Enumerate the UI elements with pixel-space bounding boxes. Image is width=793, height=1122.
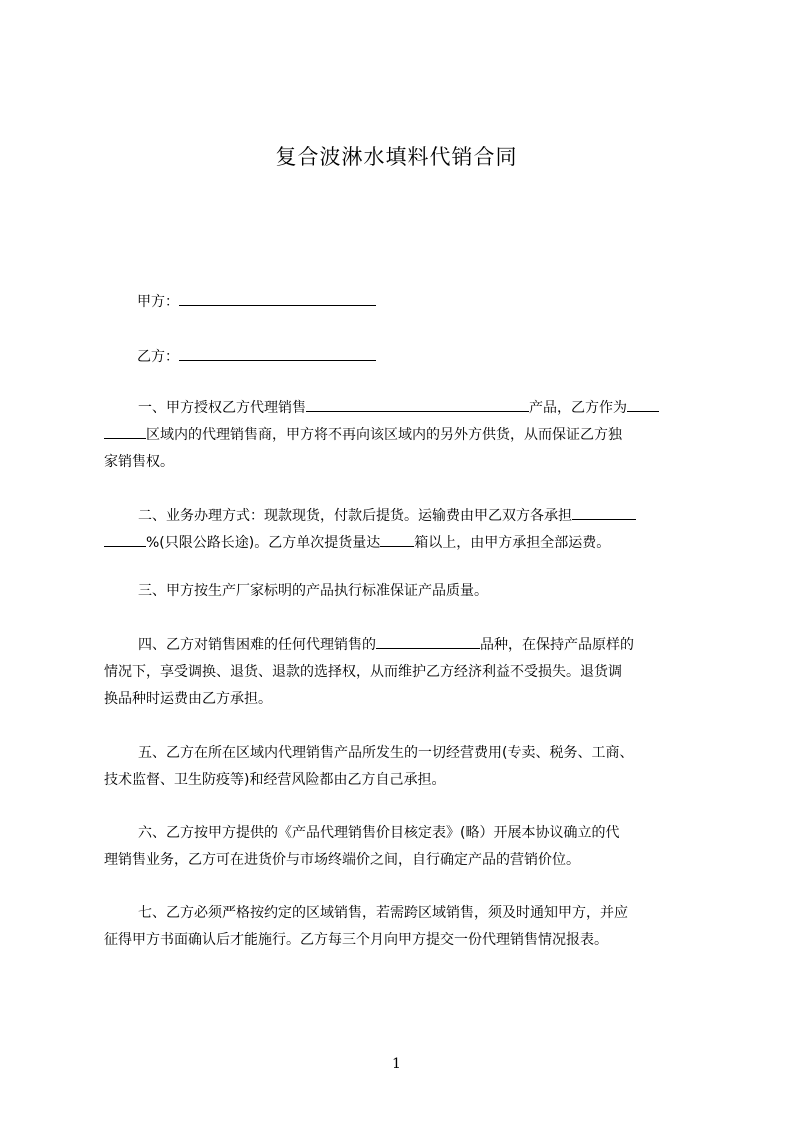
clause-6	[104, 820, 704, 874]
clause-2	[104, 503, 704, 557]
freight-share-blank-b[interactable]	[104, 532, 146, 547]
clause-1	[104, 395, 704, 476]
clause-5-line-1: 五、乙方在所在区域内代理销售产品所发生的一切经营费用(专卖、税务、工商、	[138, 745, 634, 761]
clause-5-line-2: 技术监督、卫生防疫等)和经营风险都由乙方自己承担。	[104, 772, 446, 788]
clause-7	[104, 900, 704, 954]
clause-6-line-2: 理销售业务，乙方可在进货价与市场终端价之间，自行确定产品的营销价位。	[104, 852, 580, 868]
clause-2-text-b: %(只限公路长途)。乙方单次提货量达	[146, 535, 381, 551]
party-a-blank[interactable]	[179, 291, 376, 306]
clause-1-line-2	[104, 422, 704, 449]
clause-2-text-a: 二、业务办理方式：现款现货，付款后提货。运输费由甲乙双方各承担	[138, 508, 572, 524]
freight-share-blank-a[interactable]	[572, 505, 636, 520]
clause-4-text-a: 四、乙方对销售困难的任何代理销售的	[138, 637, 376, 653]
clause-6-line-1: 六、乙方按甲方提供的《产品代理销售价目核定表》(略）开展本协议确立的代	[138, 825, 620, 841]
party-b-label: 乙方：	[137, 349, 179, 365]
clause-1-text-b: 产品，乙方作为	[529, 400, 627, 416]
party-a-line	[137, 291, 376, 312]
page-title: 复合波淋水填料代销合同	[275, 145, 518, 169]
clause-5	[104, 740, 704, 794]
box-quantity-blank[interactable]	[380, 532, 414, 547]
clause-1-text-c: 区域内的代理销售商，甲方将不再向该区域内的另外方供货，从而保证乙方独	[146, 427, 622, 443]
party-b-line	[137, 346, 376, 367]
party-b-blank[interactable]	[179, 346, 376, 361]
page-number: 1	[392, 1056, 401, 1072]
party-a-label: 甲方：	[137, 294, 179, 310]
clause-1-line-1	[104, 395, 704, 422]
clause-3	[104, 578, 704, 605]
region-blank-b[interactable]	[104, 424, 146, 439]
clause-4-line-1	[104, 632, 704, 659]
clause-1-line-3: 家销售权。	[104, 454, 174, 470]
clause-4-line-2: 情况下，享受调换、退货、退款的选择权，从而维护乙方经济利益不受损失。退货调	[104, 664, 622, 680]
region-blank-a[interactable]	[627, 397, 659, 412]
variety-blank[interactable]	[376, 634, 480, 649]
clause-2-text-c: 箱以上，由甲方承担全部运费。	[414, 535, 611, 551]
clause-7-line-2: 征得甲方书面确认后才能施行。乙方每三个月向甲方提交一份代理销售情况报表。	[104, 932, 608, 948]
clause-7-line-1: 七、乙方必须严格按约定的区域销售，若需跨区域销售，须及时通知甲方，并应	[138, 905, 628, 921]
clause-4	[104, 632, 704, 713]
clause-2-line-2	[104, 530, 704, 557]
clause-3-line-1: 三、甲方按生产厂家标明的产品执行标准保证产品质量。	[138, 583, 488, 599]
product-name-blank[interactable]	[306, 397, 529, 412]
clause-4-text-b: 品种，在保持产品原样的	[480, 637, 634, 653]
clause-1-text-a: 一、甲方授权乙方代理销售	[138, 400, 306, 416]
clause-2-line-1	[104, 503, 704, 530]
clause-4-line-3: 换品种时运费由乙方承担。	[104, 691, 272, 707]
